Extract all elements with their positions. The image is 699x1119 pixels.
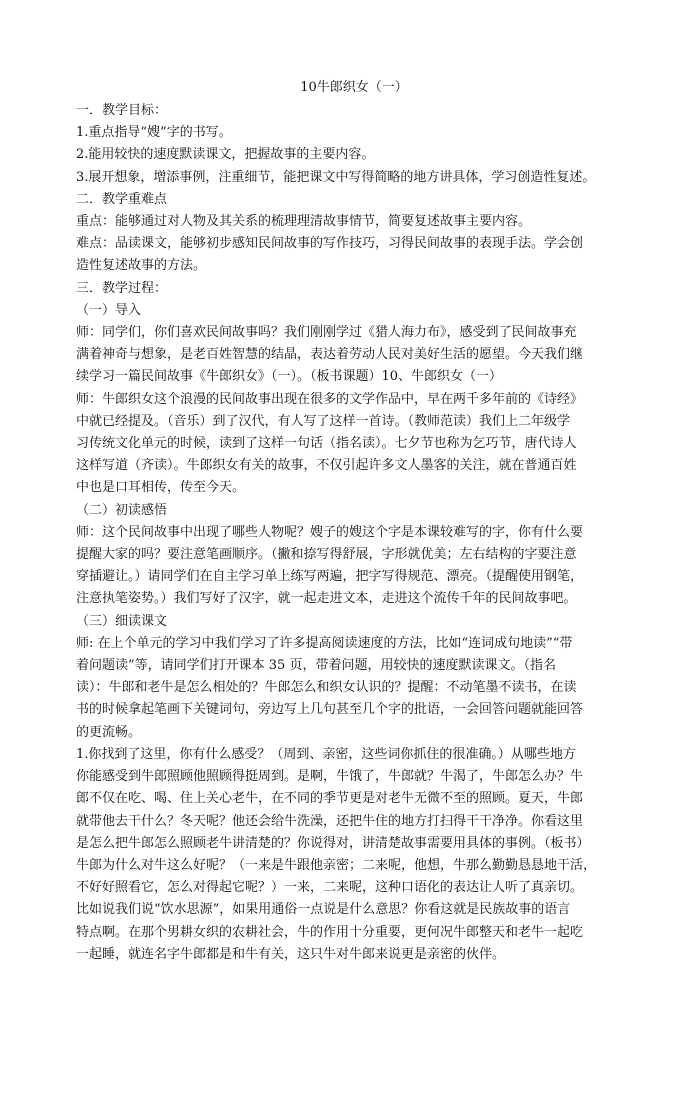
text-line: 特点啊。在那个男耕女织的农耕社会，牛的作用十分重要，更何况牛郎整天和老牛一起吃 — [76, 924, 584, 940]
text-line: 一起睡，就连名字牛郎都是和牛有关，这只牛对牛郎来说更是亲密的伙伴。 — [76, 946, 506, 962]
text-line: 提醒大家的吗？要注意笔画顺序。（撇和捺写得舒展，字形就优美；左右结构的字要注意 — [76, 547, 577, 563]
text-line: 穿插避让。）请同学们在自主学习单上练写两遍，把字写得规范、漂亮。（提醒使用钢笔， — [76, 569, 584, 585]
text-line: 比如说我们说“饮水思源”，如果用通俗一点说是什么意思？你看这就是民族故事的语言 — [76, 902, 571, 918]
document-body — [76, 100, 632, 966]
text-line: 书的时候拿起笔画下关键词句，旁边写上几句甚至几个字的批语，一会回答问题就能回答 — [76, 702, 584, 718]
text-line: 重点：能够通过对人物及其关系的梳理理清故事情节，简要复述故事主要内容。 — [76, 214, 532, 230]
text-line: 造性复述故事的方法。 — [76, 258, 207, 274]
text-line: 师：牛郎织女这个浪漫的民间故事出现在很多的文学作品中，早在两千多年前的《诗经》 — [76, 391, 584, 407]
text-line: 3.展开想象，增添事例，注重细节，能把课文中写得简略的地方讲具体，学习创造性复述。 — [76, 169, 596, 185]
text-line: （三）细读课文 — [76, 613, 168, 629]
text-line: 师: 在上个单元的学习中我们学习了许多提高阅读速度的方法，比如“连词成句地读”“带 — [76, 635, 573, 651]
text-line: 牛郎为什么对牛这么好呢？（一来是牛跟他亲密；二来呢，他想，牛那么勤勤恳恳地干活， — [76, 857, 597, 873]
text-line: 着问题读”等，请同学们打开课本 35 页，带着问题，用较快的速度默读课文。（指名 — [76, 658, 556, 674]
text-line: 就带他去干什么？冬天呢？他还会给牛洗澡，还把牛住的地方打扫得干干净净。你看这里 — [76, 813, 584, 829]
text-line: 1.你找到了这里，你有什么感受？（周到、亲密，这些词你抓住的很准确。）从哪些地方 — [76, 746, 576, 762]
text-line: 一．教学目标： — [76, 103, 168, 118]
text-line: 读）：牛郎和老牛是怎么相处的？牛郎怎么和织女认识的？提醒：不动笔墨不读书，在读 — [76, 680, 577, 696]
text-line: 是怎么把牛郎怎么照顾老牛讲清楚的？你说得对，讲清楚故事需要用具体的事例。（板书） — [76, 835, 590, 851]
document-title: 10牛郎织女（一） — [300, 80, 408, 95]
text-line: 三．教学过程： — [76, 280, 168, 296]
text-line: （二）初读感悟 — [76, 502, 168, 518]
text-line: 二．教学重难点 — [76, 191, 168, 207]
text-line: 习传统文化单元的时候，读到了这样一句话（指名读）。七夕节也称为乞巧节，唐代诗人 — [76, 436, 577, 452]
text-line: 你能感受到牛郎照顾他照顾得挺周到。是啊，牛饿了，牛郎就？牛渴了，牛郎怎么办？牛 — [76, 769, 584, 785]
text-line: 2.能用较快的速度默读课文，把握故事的主要内容。 — [76, 147, 375, 163]
text-line: 续学习一篇民间故事《牛郎织女》（一）。（板书课题）10、牛郎织女（一） — [76, 369, 503, 385]
text-line: 师：同学们，你们喜欢民间故事吗？我们刚刚学过《猎人海力布》，感受到了民间故事充 — [76, 325, 577, 341]
text-line: 注意执笔姿势。）我们写好了汉字，就一起走进文本，走进这个流传千年的民间故事吧。 — [76, 591, 577, 607]
text-line: 这样写道（齐读）。牛郎织女有关的故事，不仅引起许多文人墨客的关注，就在普通百姓 — [76, 458, 577, 474]
text-line: 中也是口耳相传，传至今天。 — [76, 480, 246, 496]
text-line: 难点：品读课文，能够初步感知民间故事的写作技巧，习得民间故事的表现手法。学会创 — [76, 236, 584, 252]
text-line: 师：这个民间故事中出现了哪些人物呢？嫂子的嫂这个字是本课较难写的字，你有什么要 — [76, 524, 584, 540]
text-line: 的更流畅。 — [76, 724, 142, 740]
text-line: 1.重点指导“嫂”字的书写。 — [76, 125, 232, 141]
text-line: 不好好照看它，怎么对得起它呢？）一来，二来呢，这种口语化的表达让人听了真亲切。 — [76, 880, 584, 896]
text-line: 中就已经提及。（音乐）到了汉代，有人写了这样一首诗。（教师范读）我们上二年级学 — [76, 413, 571, 429]
text-line: 郎不仅在吃、喝、住上关心老牛，在不同的季节更是对老牛无微不至的照顾。夏天，牛郎 — [76, 791, 584, 807]
text-line: 满着神奇与想象，是老百姓智慧的结晶，表达着劳动人民对美好生活的愿望。今天我们继 — [76, 347, 584, 363]
text-line: （一）导入 — [76, 302, 142, 318]
document-page — [76, 78, 632, 966]
